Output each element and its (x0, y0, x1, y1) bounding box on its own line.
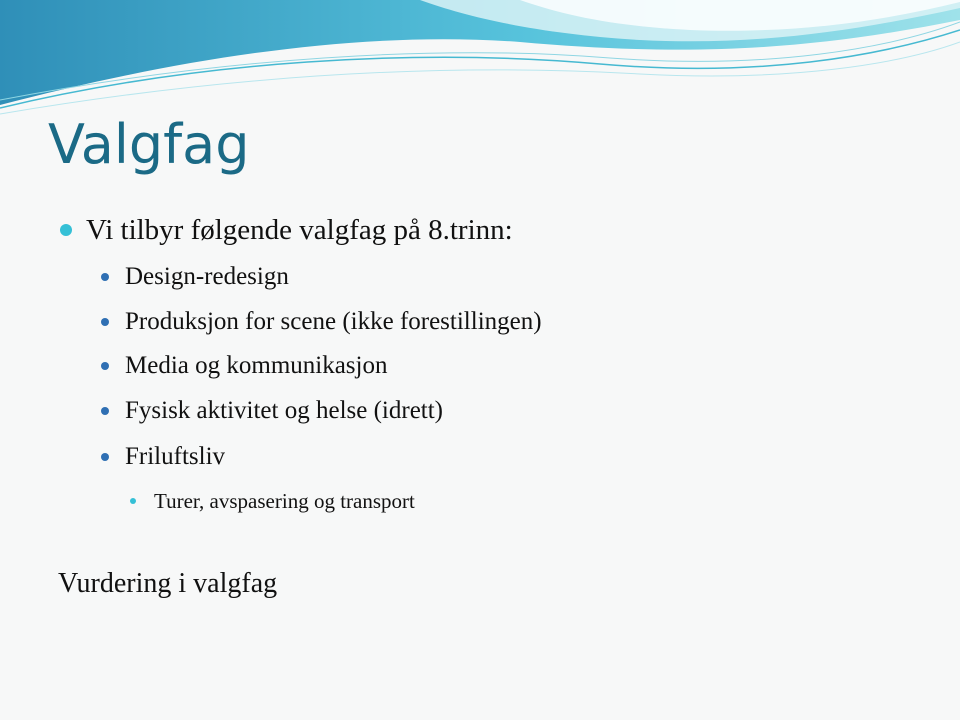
header-wave-decoration (0, 0, 960, 130)
bullet-dot-icon (101, 273, 109, 281)
sub-subject-item-text: Turer, avspasering og transport (154, 488, 415, 513)
subject-item (101, 349, 387, 383)
subject-item-text: Friluftsliv (125, 443, 226, 470)
bullet-dot-icon (101, 318, 109, 326)
assessment-text: Vurdering i valgfag (58, 568, 278, 599)
subject-item-text: Produksjon for scene (ikke forestillingen) (125, 308, 542, 335)
main-bullet (60, 210, 513, 250)
sub-subject-item (130, 486, 415, 516)
subject-item-text: Design-redesign (125, 263, 289, 290)
subject-item (101, 394, 443, 428)
subject-item (101, 305, 542, 339)
main-bullet-text: Vi tilbyr følgende valgfag på 8.trinn: (86, 213, 513, 246)
bullet-dot-icon (60, 224, 72, 236)
slide-title: Valgfag (48, 113, 250, 176)
bullet-dot-icon (101, 407, 109, 415)
bullet-dot-icon (101, 453, 109, 461)
subject-item-text: Media og kommunikasjon (125, 352, 388, 379)
subject-item (101, 440, 225, 474)
bullet-dot-icon (130, 498, 136, 504)
bullet-dot-icon (101, 362, 109, 370)
subject-item-text: Fysisk aktivitet og helse (idrett) (125, 397, 444, 424)
subject-item (101, 260, 289, 294)
